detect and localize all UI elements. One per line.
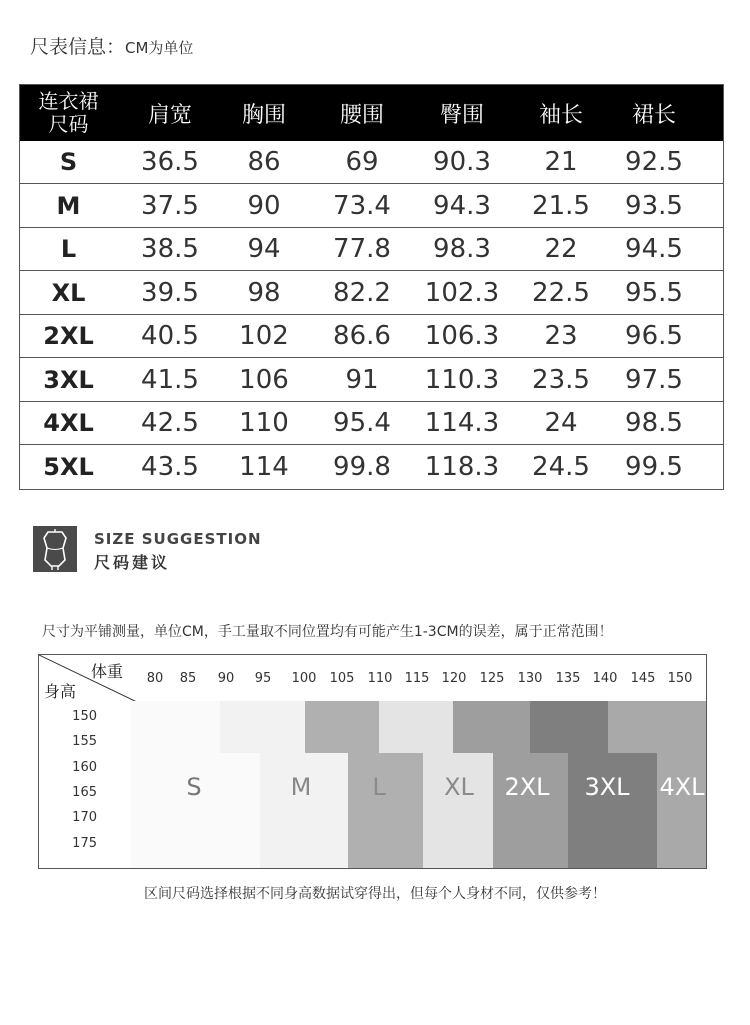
size-cell: 4XL bbox=[43, 409, 94, 437]
weight-label: 145 bbox=[630, 671, 656, 686]
value-cell: 93.5 bbox=[625, 190, 683, 221]
value-cell: 118.3 bbox=[424, 451, 500, 482]
weight-label: 95 bbox=[254, 671, 272, 686]
value-cell: 114 bbox=[239, 451, 289, 482]
weight-label: 115 bbox=[404, 671, 430, 686]
value-cell: 96.5 bbox=[625, 321, 683, 351]
value-cell: 86.6 bbox=[333, 321, 391, 351]
size-table bbox=[19, 84, 724, 490]
size-cell: M bbox=[56, 191, 81, 220]
size-block bbox=[305, 701, 379, 753]
value-cell: 40.5 bbox=[141, 321, 199, 351]
value-cell: 106.3 bbox=[424, 321, 500, 351]
value-cell: 94.3 bbox=[433, 190, 491, 221]
table-row bbox=[20, 272, 723, 315]
size-table-header bbox=[20, 85, 723, 141]
value-cell: 82.2 bbox=[333, 277, 391, 308]
value-cell: 77.8 bbox=[333, 234, 391, 264]
value-cell: 22 bbox=[544, 234, 578, 264]
header-size-column bbox=[20, 85, 117, 141]
size-block bbox=[260, 753, 348, 868]
table-row bbox=[20, 185, 723, 228]
size-block bbox=[493, 753, 568, 868]
header-length: 裙长 bbox=[631, 102, 676, 128]
size-cell: L bbox=[60, 235, 77, 263]
header-size-label: 尺码 bbox=[48, 112, 89, 136]
value-cell: 92.5 bbox=[625, 147, 683, 177]
size-block-label: 3XL bbox=[584, 773, 630, 801]
value-cell: 97.5 bbox=[625, 364, 683, 395]
height-label: 170 bbox=[72, 810, 97, 825]
value-cell: 98.5 bbox=[625, 408, 683, 438]
value-cell: 99.8 bbox=[333, 451, 391, 482]
size-block bbox=[348, 753, 423, 868]
value-cell: 24.5 bbox=[532, 451, 590, 482]
value-cell: 90 bbox=[247, 190, 281, 221]
value-cell: 91 bbox=[345, 364, 379, 395]
height-label: 160 bbox=[72, 760, 97, 775]
weight-label: 105 bbox=[329, 671, 355, 686]
size-block bbox=[608, 701, 706, 753]
size-block-label: S bbox=[186, 773, 202, 801]
size-suggestion-title: SIZE SUGGESTION bbox=[94, 530, 262, 548]
size-block bbox=[379, 701, 453, 753]
size-block-label: XL bbox=[444, 773, 474, 801]
value-cell: 102.3 bbox=[424, 277, 500, 308]
value-cell: 102 bbox=[239, 321, 289, 351]
size-suggestion-chart bbox=[38, 654, 707, 869]
header-hip: 臀围 bbox=[439, 102, 484, 128]
weight-axis-label: 体重 bbox=[91, 662, 124, 681]
size-suggestion-subtitle: 尺码建议 bbox=[94, 553, 171, 572]
dress-form-icon bbox=[33, 526, 77, 572]
reference-note: 区间尺码选择根据不同身高数据试穿得出，但每个人身材不同，仅供参考！ bbox=[144, 886, 606, 902]
table-row bbox=[20, 315, 723, 358]
value-cell: 36.5 bbox=[141, 147, 199, 177]
header-chest: 胸围 bbox=[241, 102, 286, 128]
header-sleeve: 袖长 bbox=[538, 102, 583, 128]
value-cell: 23.5 bbox=[532, 364, 590, 395]
value-cell: 86 bbox=[247, 147, 281, 177]
height-label: 150 bbox=[72, 709, 97, 724]
value-cell: 42.5 bbox=[141, 408, 199, 438]
height-label: 155 bbox=[72, 734, 97, 749]
table-row bbox=[20, 446, 723, 489]
size-cell: 5XL bbox=[43, 452, 94, 481]
value-cell: 90.3 bbox=[433, 147, 491, 177]
measurement-note: 尺寸为平铺测量，单位CM，手工量取不同位置均有可能产生1-3CM的误差，属于正常范围！ bbox=[42, 624, 613, 640]
value-cell: 43.5 bbox=[141, 451, 199, 482]
value-cell: 106 bbox=[239, 364, 289, 395]
value-cell: 69 bbox=[345, 147, 379, 177]
weight-label: 120 bbox=[441, 671, 467, 686]
header-dress-label: 连衣裙 bbox=[38, 89, 99, 113]
size-block-label: 4XL bbox=[659, 773, 705, 801]
header-shoulder: 肩宽 bbox=[147, 102, 192, 128]
weight-label: 150 bbox=[667, 671, 693, 686]
size-block-label: 2XL bbox=[504, 773, 550, 801]
weight-label: 125 bbox=[479, 671, 505, 686]
height-axis-label: 身高 bbox=[44, 682, 77, 701]
page-title bbox=[30, 32, 193, 59]
weight-label: 80 bbox=[146, 671, 164, 686]
value-cell: 41.5 bbox=[141, 364, 199, 395]
weight-label: 130 bbox=[517, 671, 543, 686]
value-cell: 94.5 bbox=[625, 234, 683, 264]
value-cell: 98 bbox=[247, 277, 281, 308]
size-cell: S bbox=[59, 148, 78, 176]
size-table-body bbox=[20, 141, 723, 489]
value-cell: 23 bbox=[544, 321, 578, 351]
value-cell: 38.5 bbox=[141, 234, 199, 264]
value-cell: 95.4 bbox=[333, 408, 391, 438]
weight-label: 85 bbox=[179, 671, 197, 686]
value-cell: 110 bbox=[239, 408, 289, 438]
weight-label: 110 bbox=[367, 671, 393, 686]
size-cell: XL bbox=[51, 278, 86, 307]
size-block-label: L bbox=[372, 773, 386, 801]
value-cell: 98.3 bbox=[433, 234, 491, 264]
height-label: 175 bbox=[72, 836, 97, 851]
title-label: 尺表信息： bbox=[30, 36, 126, 58]
value-cell: 73.4 bbox=[333, 190, 391, 221]
value-cell: 22.5 bbox=[532, 277, 590, 308]
weight-label: 100 bbox=[291, 671, 317, 686]
table-row bbox=[20, 359, 723, 402]
value-cell: 94 bbox=[247, 234, 281, 264]
size-cell: 3XL bbox=[43, 365, 94, 394]
table-row bbox=[20, 141, 723, 184]
size-block bbox=[453, 701, 530, 753]
value-cell: 110.3 bbox=[424, 364, 500, 395]
size-block-label: M bbox=[290, 773, 312, 801]
size-block bbox=[657, 753, 706, 868]
value-cell: 99.5 bbox=[625, 451, 683, 482]
value-cell: 24 bbox=[544, 408, 578, 438]
weight-label: 140 bbox=[592, 671, 618, 686]
table-row bbox=[20, 228, 723, 271]
size-block bbox=[568, 753, 657, 868]
value-cell: 37.5 bbox=[141, 190, 199, 221]
value-cell: 21 bbox=[544, 147, 578, 177]
size-block bbox=[530, 701, 608, 753]
header-waist: 腰围 bbox=[339, 102, 384, 128]
size-block bbox=[423, 753, 493, 868]
value-cell: 39.5 bbox=[141, 277, 199, 308]
weight-label: 90 bbox=[217, 671, 235, 686]
value-cell: 95.5 bbox=[625, 277, 683, 308]
table-row bbox=[20, 402, 723, 445]
value-cell: 114.3 bbox=[424, 408, 500, 438]
value-cell: 21.5 bbox=[532, 190, 590, 221]
weight-label: 135 bbox=[555, 671, 581, 686]
height-label: 165 bbox=[72, 785, 97, 800]
title-unit: CM为单位 bbox=[125, 39, 194, 57]
size-cell: 2XL bbox=[43, 322, 94, 350]
chart-body bbox=[39, 655, 706, 868]
